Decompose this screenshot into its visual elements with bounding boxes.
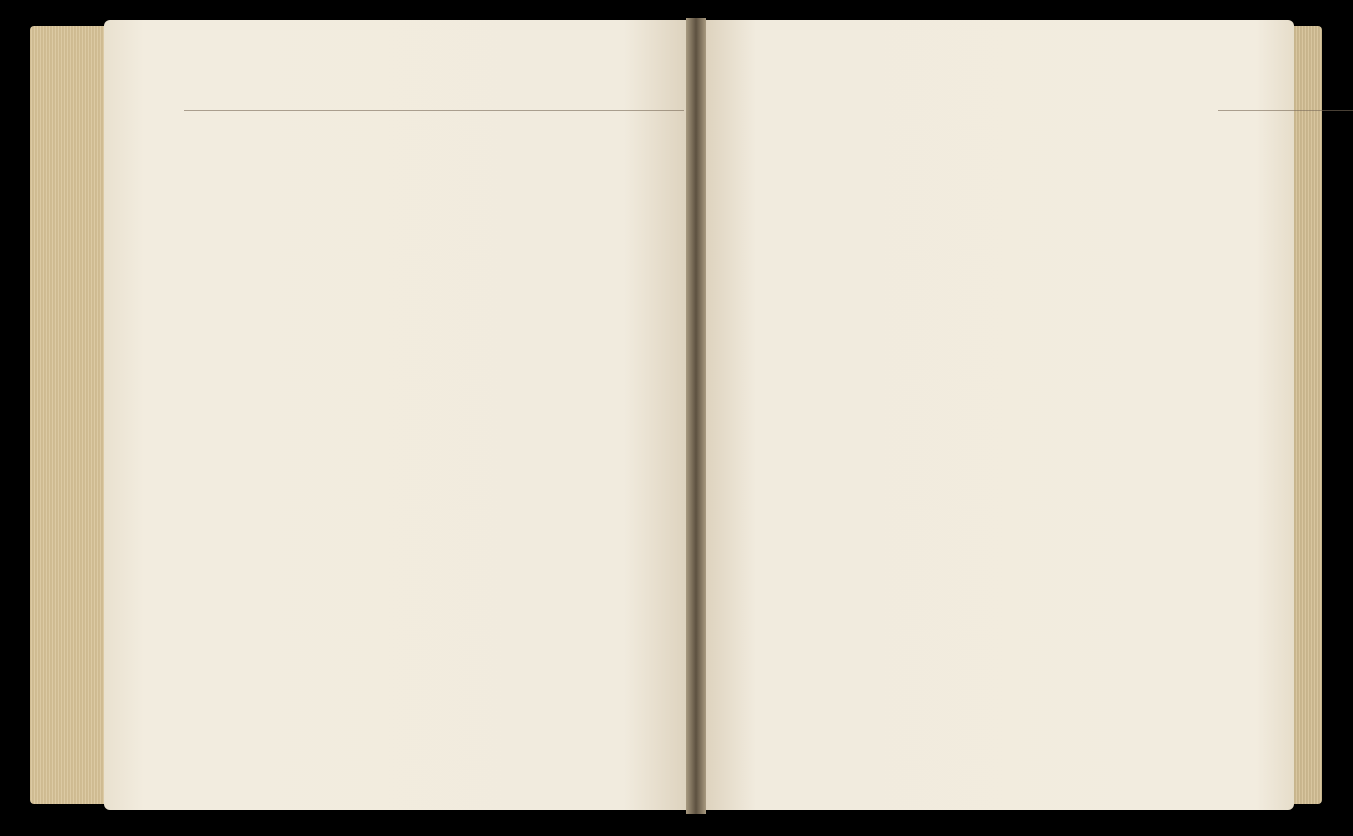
left-page	[104, 20, 694, 810]
book-gutter	[686, 18, 706, 814]
open-book	[26, 18, 1328, 818]
page-edges-right	[1292, 26, 1322, 804]
header-rule	[184, 110, 684, 111]
right-page	[696, 20, 1294, 810]
header-rule	[1218, 110, 1353, 111]
